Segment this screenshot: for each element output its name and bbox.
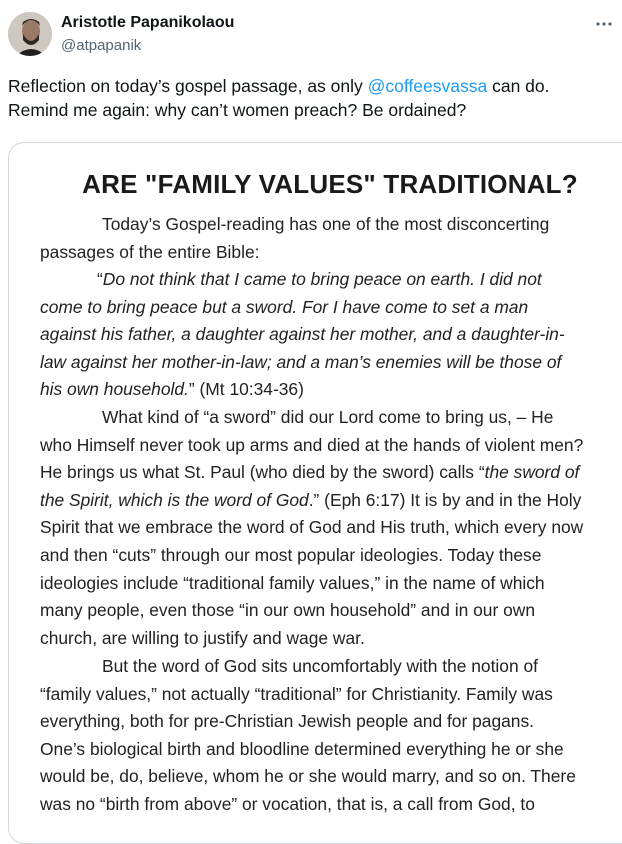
- paragraph-3: But the word of God sits uncomfortably with the notion of “family values,” not actually “traditional” for Christianity. Family was everything, both for pre-Christian Jewish people and for pagans. One’s biological birth and bloodline determined everything he or she would be, do, believe, whom he or she would marry, and so on. There was no “birth from above” or vocation, that is, a call from God, to: [40, 656, 576, 814]
- tweet-text: [8, 74, 614, 122]
- gospel-quote: “Do not think that I came to bring peace on earth. I did not come to bring peace but a sword. For I have come to set a man against his father, a daughter against her mother, and a daughter-in- law against her mother-in-law; and a man’s enemies will be those of his own household.” (Mt 10:34-36): [40, 269, 565, 400]
- avatar-image: [8, 12, 52, 56]
- tweet-line-2: Remind me again: why can’t women preach? Be ordained?: [8, 100, 467, 120]
- more-options-button[interactable]: [592, 12, 616, 36]
- article-title: ARE "FAMILY VALUES" TRADITIONAL?: [82, 169, 578, 199]
- more-icon: [592, 12, 616, 36]
- paragraph-2: What kind of “a sword” did our Lord come to bring us, – He who Himself never took up arms and died at the hands of violent men? He brings us what St. Paul (who died by the sword) calls “the sword of the Spirit, which is the word of God.” (Eph 6:17) It is by and in the Holy Spirit that we embrace the word of God and His truth, which every now and then “cuts” through our most popular ideologies. Today these ideologies include “traditional family values,” in the name of which many people, even those “in our own household” and in our own church, are willing to justify and wage war.: [40, 407, 584, 648]
- author-name[interactable]: Aristotle Papanikolaou: [61, 14, 235, 31]
- paragraph-1: Today’s Gospel-reading has one of the most disconcerting passages of the entire Bible:: [40, 214, 550, 262]
- author-handle[interactable]: @atpapanik: [61, 37, 142, 54]
- attached-image[interactable]: [8, 142, 622, 844]
- mention-link[interactable]: @coffeesvassa: [367, 76, 488, 96]
- tweet-line-1: Reflection on today’s gospel passage, as only @coffeesvassa can do.: [8, 76, 550, 96]
- avatar[interactable]: [8, 12, 52, 56]
